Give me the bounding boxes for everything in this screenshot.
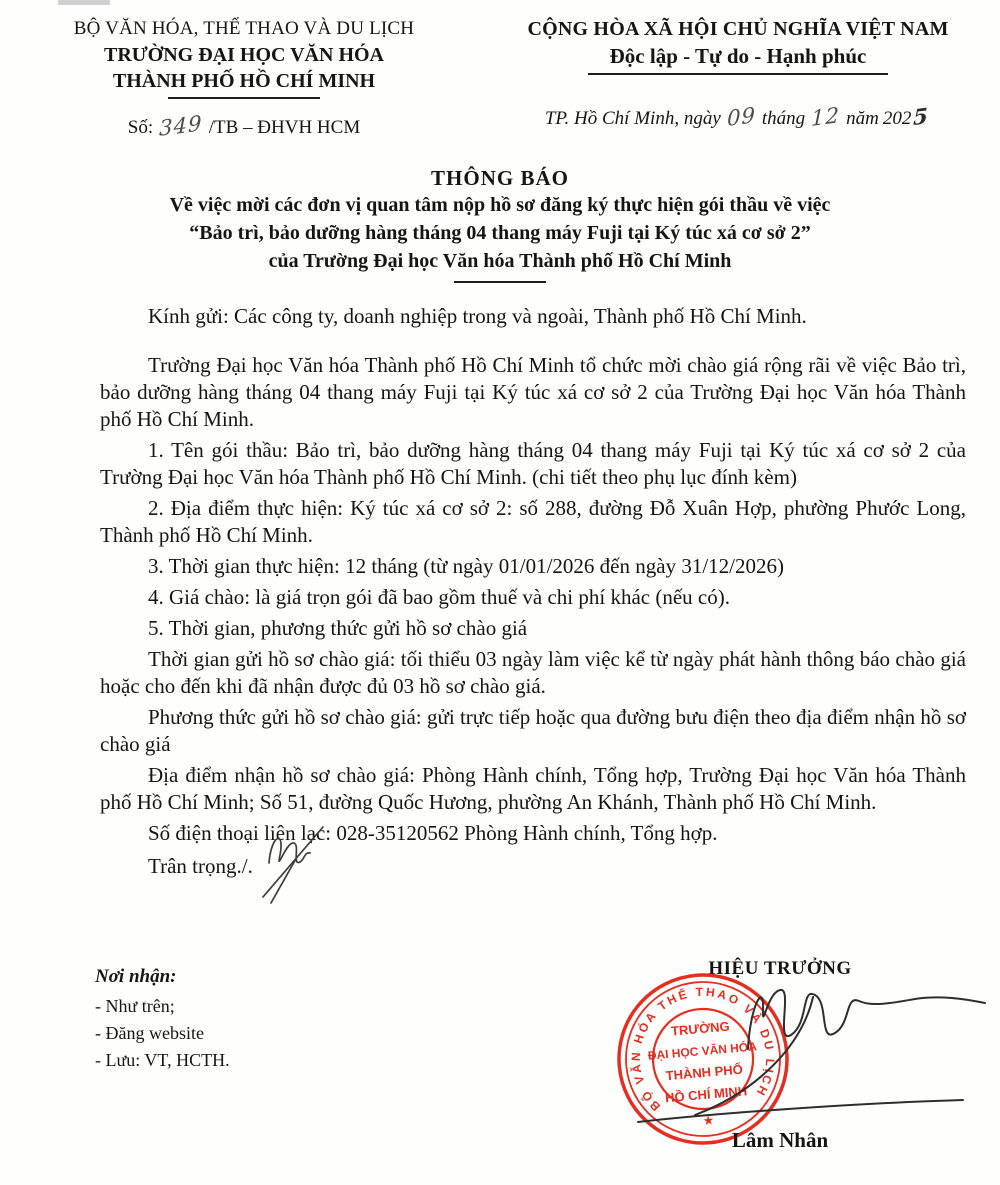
official-seal <box>608 964 799 1155</box>
document-number-prefix: Số: <box>127 117 154 138</box>
signer-title: HIỆU TRƯỞNG <box>708 958 852 979</box>
recipient-item: - Đăng website <box>95 1023 204 1043</box>
salutation: Kính gửi: Các công ty, doanh nghiệp trong và ngoài, Thành phố Hồ Chí Minh. <box>148 304 807 328</box>
header-divider-right <box>588 73 888 75</box>
seal-star-icon: ★ <box>701 1112 715 1129</box>
document-body <box>100 303 966 884</box>
document-title: THÔNG BÁO <box>431 166 569 190</box>
seal-center-line3: THÀNH PHỐ <box>665 1061 744 1084</box>
title-divider <box>454 281 546 283</box>
title-block <box>0 166 1000 283</box>
paragraph-phone: Số điện thoại liên lạc: 028-35120562 Phòng Hành chính, Tổng hợp. <box>148 821 718 845</box>
paragraph-address: Địa điểm nhận hồ sơ chào giá: Phòng Hành chính, Tổng hợp, Trường Đại học Văn hóa Thành phố Hồ Chí Minh; Số 51, đường Quốc Hương, phường An Khánh, Thành phố Hồ Chí Minh. <box>100 763 966 814</box>
document-number-suffix: /TB – ĐHVH HCM <box>208 117 361 138</box>
paragraph-method: Phương thức gửi hồ sơ chào giá: gửi trực tiếp hoặc qua đường bưu điện theo địa điểm nhận hồ sơ chào giá <box>100 705 966 756</box>
seal-ring-text: BỘ VĂN HÓA THỂ THAO VÀ DU LỊCH <box>628 984 778 1114</box>
national-motto: Độc lập - Tự do - Hạnh phúc <box>609 44 867 68</box>
seal-center-line1: TRƯỜNG <box>670 1018 731 1039</box>
paragraph-item-5: 5. Thời gian, phương thức gửi hồ sơ chào giá <box>148 616 528 640</box>
seal-center-line4: HỒ CHÍ MINH <box>664 1083 748 1106</box>
recipients-block <box>95 966 230 1074</box>
national-title: CỘNG HÒA XÃ HỘI CHỦ NGHĨA VIỆT NAM <box>527 18 949 40</box>
university-name-line1: TRƯỜNG ĐẠI HỌC VĂN HÓA <box>103 44 384 66</box>
date-year: 202 <box>882 108 912 129</box>
paragraph-item-1: 1. Tên gói thầu: Bảo trì, bảo dưỡng hàng tháng 04 thang máy Fuji tại Ký túc xá cơ sở 2 của Trường Đại học Văn hóa Thành phố Hồ Chí Minh. (chi tiết theo phụ lục đính kèm) <box>100 438 966 489</box>
closing-text: Trân trọng./. <box>148 854 253 878</box>
paragraph-item-4: 4. Giá chào: là giá trọn gói đã bao gồm thuế và chi phí khác (nếu có). <box>148 585 730 609</box>
seal-center-line2: ĐẠI HỌC VĂN HÓA <box>647 1039 758 1063</box>
header-divider-left <box>168 97 320 99</box>
issuing-agency-block <box>58 16 430 141</box>
ministry-name: BỘ VĂN HÓA, THỂ THAO VÀ DU LỊCH <box>73 18 415 39</box>
date-line <box>492 105 984 132</box>
national-motto-block <box>492 16 984 132</box>
handwritten-month: 12 <box>810 103 841 132</box>
paragraph-item-2: 2. Địa điểm thực hiện: Ký túc xá cơ sở 2: số 288, đường Đỗ Xuân Hợp, phường Phước Long, Thành phố Hồ Chí Minh. <box>100 496 966 547</box>
recipients-heading: Nơi nhận: <box>95 966 177 987</box>
document-number-line <box>58 111 430 142</box>
recipient-item: - Như trên; <box>95 996 175 1016</box>
date-thang: tháng <box>761 108 806 129</box>
document-subtitle-line1: Về việc mời các đơn vị quan tâm nộp hồ sơ đăng ký thực hiện gói thầu về việc <box>169 194 831 216</box>
document-subtitle-line2: “Bảo trì, bảo dưỡng hàng tháng 04 thang máy Fuji tại Ký túc xá cơ sở 2” <box>189 222 811 244</box>
date-prefix: TP. Hồ Chí Minh, ngày <box>544 108 721 129</box>
scan-artifact <box>58 0 110 5</box>
handwritten-document-number: 349 <box>159 111 203 142</box>
recipient-item: - Lưu: VT, HCTH. <box>95 1050 230 1070</box>
handwritten-day: 09 <box>726 103 756 132</box>
handwritten-year-digit: 5 <box>913 103 930 132</box>
paragraph-time: Thời gian gửi hồ sơ chào giá: tối thiểu 03 ngày làm việc kể từ ngày phát hành thông báo chào giá hoặc cho đến khi đã nhận được đủ 03 hồ sơ chào giá. <box>100 647 966 698</box>
initial-squiggle-icon <box>255 819 351 903</box>
date-nam: năm <box>846 108 879 129</box>
paragraph-intro: Trường Đại học Văn hóa Thành phố Hồ Chí Minh tổ chức mời chào giá rộng rãi về việc Bảo trì, bảo dưỡng hàng tháng 04 thang máy Fuji tại Ký túc xá cơ sở 2 của Trường Đại học Văn hóa Thành phố Hồ Chí Minh. <box>100 353 966 431</box>
document-subtitle-line3: của Trường Đại học Văn hóa Thành phố Hồ Chí Minh <box>268 250 732 272</box>
closing-line <box>100 851 966 880</box>
university-name-line2: THÀNH PHỐ HỒ CHÍ MINH <box>112 70 376 92</box>
signer-name: Lâm Nhân <box>731 1128 829 1152</box>
handwritten-initial <box>253 851 337 873</box>
paragraph-item-3: 3. Thời gian thực hiện: 12 tháng (từ ngày 01/01/2026 đến ngày 31/12/2026) <box>148 554 784 578</box>
